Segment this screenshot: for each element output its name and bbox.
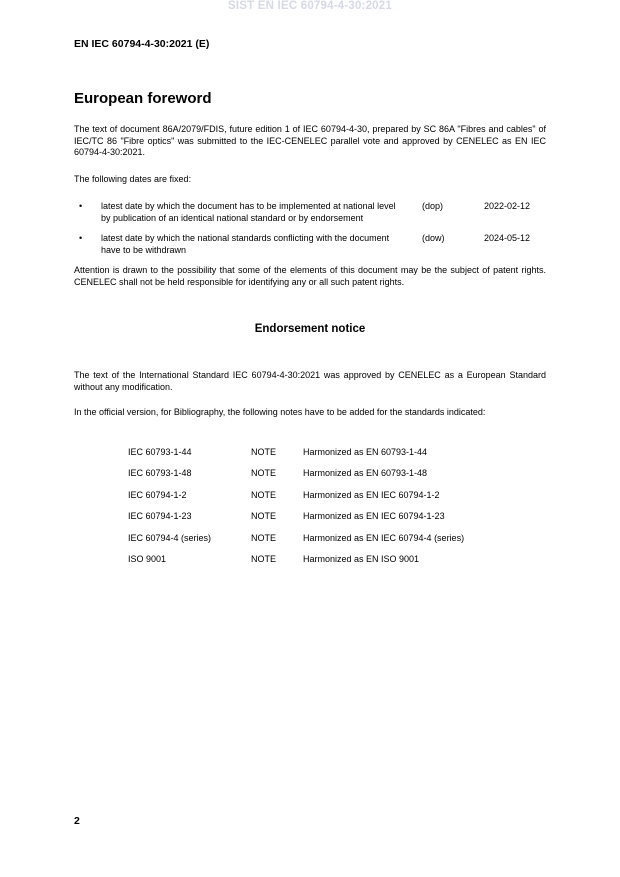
note-standard: IEC 60794-1-23: [128, 511, 192, 522]
note-row: [128, 490, 548, 511]
endorsement-paragraph-2: In the official version, for Bibliography, the following notes have to be added for the standards indicated:: [74, 407, 486, 417]
note-harmonized: Harmonized as EN IEC 60794-4 (series): [303, 532, 465, 543]
date-item-text: latest date by which the document has to be implemented at national level by publication of an identical national standard or by endorsement: [101, 201, 396, 223]
note-harmonized: Harmonized as EN IEC 60794-1-23: [303, 511, 445, 522]
note-label: NOTE: [251, 511, 277, 522]
note-standard: IEC 60794-4 (series): [128, 532, 212, 543]
document-code-header: EN IEC 60794-4-30:2021 (E): [74, 38, 210, 50]
note-standard: IEC 60794-1-2: [128, 489, 187, 500]
note-label: NOTE: [251, 553, 277, 564]
note-row: [128, 468, 548, 489]
note-standard: IEC 60793-1-48: [128, 468, 192, 479]
bullet-icon: •: [79, 233, 83, 243]
note-standard: IEC 60793-1-44: [128, 447, 192, 457]
note-label: NOTE: [251, 447, 277, 457]
note-harmonized: Harmonized as EN IEC 60794-1-2: [303, 489, 440, 500]
endorsement-title: Endorsement notice: [254, 323, 366, 335]
date-item-date: 2024-05-12: [484, 233, 531, 243]
date-item-date: 2022-02-12: [484, 201, 531, 211]
note-standard: ISO 9001: [128, 553, 167, 564]
note-row: [128, 533, 548, 554]
watermark: SIST EN IEC 60794-4-30:2021: [228, 0, 392, 12]
note-harmonized: Harmonized as EN 60793-1-44: [303, 447, 428, 457]
bibliography-notes-list: [128, 447, 548, 575]
date-item-abbr: (dow): [422, 233, 445, 243]
note-label: NOTE: [251, 532, 277, 543]
note-row: [128, 554, 548, 575]
date-item-dow: [74, 233, 546, 256]
foreword-paragraph-2: The following dates are fixed:: [74, 174, 192, 184]
date-item-dop: [74, 201, 546, 224]
note-row: [128, 511, 548, 532]
note-harmonized: Harmonized as EN ISO 9001: [303, 553, 420, 564]
endorsement-paragraph-1: The text of the International Standard IEC 60794-4-30:2021 was approved by CENELEC as a European Standard without any modification.: [74, 370, 546, 392]
note-label: NOTE: [251, 489, 277, 500]
foreword-paragraph-3: Attention is drawn to the possibility that some of the elements of this document may be the subject of patent rights. CENELEC shall not be held responsible for identifying any or all such patent rights.: [74, 265, 546, 287]
foreword-title: European foreword: [74, 90, 212, 107]
foreword-paragraph-1: The text of document 86A/2079/FDIS, future edition 1 of IEC 60794-4-30, prepared by SC 86A "Fibres and cables" of IEC/TC 86 "Fibre optics" was submitted to the IEC-CENELEC parallel vote and approved by CENELEC as EN IEC 60794-4-30:2021.: [74, 124, 546, 158]
note-row: [128, 447, 548, 468]
bullet-icon: •: [79, 201, 83, 211]
note-label: NOTE: [251, 468, 277, 479]
note-harmonized: Harmonized as EN 60793-1-48: [303, 468, 428, 479]
date-item-text: latest date by which the national standards conflicting with the document have to be withdrawn: [101, 233, 390, 255]
dates-list: [74, 201, 546, 265]
date-item-abbr: (dop): [422, 201, 444, 211]
page-number: 2: [74, 815, 80, 827]
